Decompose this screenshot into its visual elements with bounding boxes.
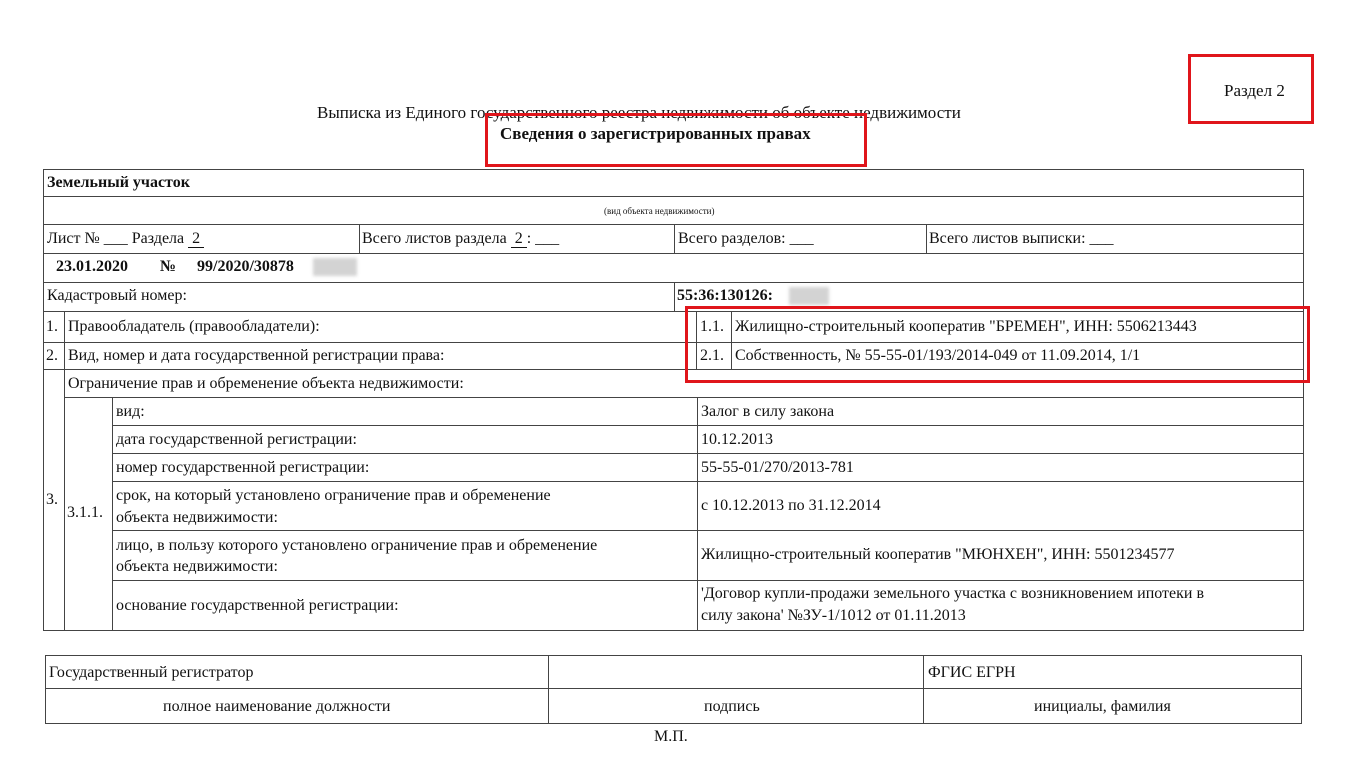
- encumbrance-beneficiary-value: Жилищно-строительный кооператив "МЮНХЕН", ИНН: 5501234577: [701, 546, 1175, 563]
- encumbrance-beneficiary-label-1: лицо, в пользу которого установлено ограничение прав и обременение: [116, 537, 598, 554]
- highlight-section: [1188, 54, 1314, 124]
- statement-number-sign: №: [160, 258, 177, 275]
- name-caption: инициалы, фамилия: [1034, 698, 1171, 715]
- document-title: Выписка из Единого государственного реестра недвижимости об объекте недвижимости: [317, 103, 961, 122]
- encumbrance-kind-value: Залог в силу закона: [701, 403, 835, 420]
- encumbrance-regnum-value: 55-55-01/270/2013-781: [701, 459, 854, 476]
- sheet-value: ___: [103, 230, 128, 247]
- statement-date: 23.01.2020: [56, 258, 128, 275]
- stamp-label: М.П.: [654, 728, 688, 745]
- total-sections-label: Всего разделов:: [678, 230, 786, 247]
- signature-caption: подпись: [704, 698, 760, 715]
- encumbrance-basis-label: основание государственной регистрации:: [116, 597, 399, 614]
- right-num-1: 1.: [46, 318, 58, 335]
- right-sub-1: 1.1.: [700, 318, 724, 335]
- section-of-sheet-value: 2: [188, 230, 204, 248]
- highlight-subtitle: [485, 113, 867, 167]
- encumbrance-date-value: 10.12.2013: [701, 431, 773, 448]
- encumbrance-kind-label: вид:: [116, 403, 145, 420]
- document-subtitle: Сведения о зарегистрированных правах: [500, 124, 811, 143]
- encumbrance-regnum-label: номер государственной регистрации:: [116, 459, 370, 476]
- encumbrance-term-value: с 10.12.2013 по 31.12.2014: [701, 497, 881, 514]
- sheets-in-section-suffix: : ___: [526, 230, 560, 247]
- sheet-number: [47, 231, 204, 247]
- encumbrance-sub: 3.1.1.: [67, 504, 103, 521]
- redacted-number: [313, 258, 357, 276]
- sheets-in-section: [362, 231, 559, 247]
- encumbrance-label: Ограничение прав и обременение объекта недвижимости:: [68, 375, 464, 392]
- sheets-in-section-value: 2: [511, 230, 527, 248]
- right-num-2: 2.: [46, 347, 58, 364]
- total-sections-value: ___: [789, 230, 814, 247]
- right-sub-2: 2.1.: [700, 347, 724, 364]
- section-of-sheet-label: Раздела: [131, 230, 185, 247]
- statement-number: 99/2020/30878: [197, 258, 294, 275]
- redacted-cadastral: [789, 287, 829, 305]
- object-type-caption: (вид объекта недвижимости): [604, 206, 715, 216]
- cadastral-value: 55:36:130126:: [677, 287, 773, 304]
- cadastral-label: Кадастровый номер:: [47, 287, 187, 304]
- sheet-label: Лист №: [47, 230, 100, 247]
- sheets-in-section-label: Всего листов раздела: [362, 230, 507, 247]
- position-caption: полное наименование должности: [163, 698, 391, 715]
- object-type: Земельный участок: [47, 174, 190, 191]
- encumbrance-num: 3.: [46, 491, 58, 508]
- encumbrance-beneficiary-label-2: объекта недвижимости:: [116, 558, 278, 575]
- registry-system: ФГИС ЕГРН: [928, 664, 1016, 681]
- encumbrance-term-label-2: объекта недвижимости:: [116, 509, 278, 526]
- encumbrance-term-label-1: срок, на который установлено ограничение прав и обременение: [116, 487, 551, 504]
- highlight-rights: [685, 306, 1310, 383]
- right-holder-value: Жилищно-строительный кооператив "БРЕМЕН", ИНН: 5506213443: [735, 318, 1197, 335]
- total-sheets-value: ___: [1089, 230, 1114, 247]
- encumbrance-basis-value-2: силу закона' №ЗУ-1/1012 от 01.11.2013: [701, 607, 966, 624]
- right-label-holder: Правообладатель (правообладатели):: [68, 318, 320, 335]
- section-label: Раздел 2: [1224, 81, 1285, 100]
- right-registration-value: Собственность, № 55-55-01/193/2014-049 от 11.09.2014, 1/1: [735, 347, 1141, 364]
- total-sections: [678, 231, 814, 247]
- encumbrance-basis-value-1: 'Договор купли-продажи земельного участка с возникновением ипотеки в: [701, 585, 1205, 602]
- total-sheets: [929, 231, 1114, 247]
- right-label-registration: Вид, номер и дата государственной регистрации права:: [68, 347, 445, 364]
- encumbrance-date-label: дата государственной регистрации:: [116, 431, 357, 448]
- registrar-title: Государственный регистратор: [49, 664, 254, 681]
- total-sheets-label: Всего листов выписки:: [929, 230, 1086, 247]
